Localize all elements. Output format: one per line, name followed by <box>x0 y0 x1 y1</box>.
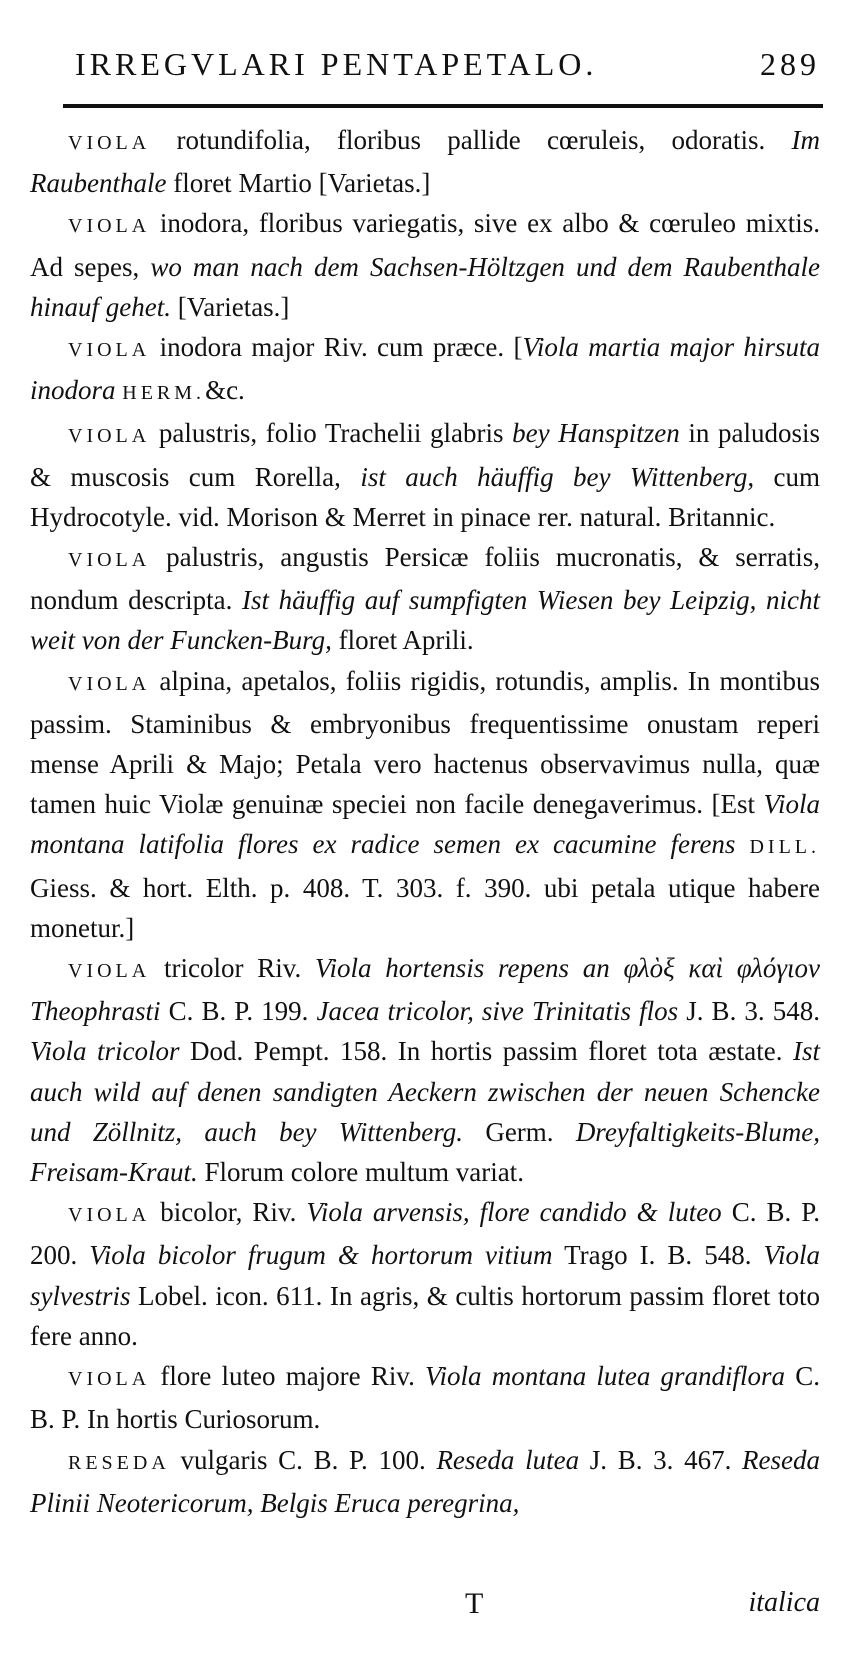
entry-text: J. B. 3. 548. <box>678 996 820 1027</box>
genus-name: VIOLA <box>68 960 151 983</box>
genus-name: VIOLA <box>68 215 151 238</box>
species-entry <box>30 1192 820 1356</box>
italic-text: Ist häuffig auf sumpfigten Wiesen bey Leipzig, nicht weit von der Funcken-Burg, <box>30 585 820 656</box>
genus-name: VIOLA <box>68 672 151 695</box>
entry-text: vulgaris C. B. P. 100. <box>169 1444 437 1475</box>
entry-text: Germ. <box>463 1116 576 1147</box>
italic-text: Reseda lutea <box>436 1444 580 1475</box>
italic-text: Viola arvensis, flore candido & luteo <box>306 1197 722 1228</box>
genus-name: VIOLA <box>68 1368 151 1391</box>
entry-text: palustris, angustis Persicæ foliis mucronatis, & serratis, nondum descripta. <box>30 542 820 616</box>
italic-text: Dreyfaltigkeits-Blume, Freisam-Kraut. <box>30 1116 820 1188</box>
catchword: italica <box>748 1587 820 1618</box>
running-head-title: IRREGVLARI PENTAPETALO. <box>75 46 598 82</box>
entry-text: tricolor Riv. <box>150 953 315 984</box>
entry-text: floret Martio [Varietas.] <box>166 168 431 199</box>
entry-text: Trago I. B. 548. <box>552 1240 764 1271</box>
italic-text: Viola bicolor frugum & hortorum vitium <box>89 1240 553 1271</box>
italic-text: wo man nach dem Sachsen-Höltzgen und dem Raubenthale hinauf gehet. <box>30 251 820 322</box>
species-entry <box>30 948 820 1192</box>
italic-text: Viola tricolor <box>30 1036 180 1067</box>
entry-text: C. B. P. 199. <box>160 996 317 1027</box>
species-entry <box>30 1440 820 1523</box>
author-abbrev: DILL. <box>749 836 821 859</box>
page-footer <box>75 1587 820 1632</box>
italic-text: Reseda Plinii Neotericorum, Belgis Eruca peregrina, <box>30 1444 820 1518</box>
entry-text: Dod. Pempt. 158. In hortis passim floret tota æstate. <box>179 1036 793 1067</box>
italic-text: Viola montana latifolia flores ex radice semen ex cacumine ferens <box>30 789 820 860</box>
entry-text: palustris, folio Trachelii glabris <box>150 418 513 449</box>
entry-text: alpina, apetalos, foliis rigidis, rotundis, amplis. In montibus passim. Staminibus & embryonibus frequentissime onustam reperi mense Aprili & Majo; Petala vero hactenus observavimus nulla, quæ tamen huic Violæ genuinæ speciei non facile denegaverimus. [Est <box>30 665 820 820</box>
entry-text: floret Aprili. <box>331 625 474 656</box>
entry-text: C. B. P. In hortis Curiosorum. <box>30 1361 820 1435</box>
genus-name: VIOLA <box>68 549 151 572</box>
italic-text: ist auch häuffig bey Wittenberg, <box>360 461 755 492</box>
entry-text: C. B. P. 200. <box>30 1197 821 1271</box>
entry-text: flore luteo majore Riv. <box>150 1361 426 1392</box>
author-abbrev: HERM. <box>122 382 206 405</box>
entry-text: Florum colore multum variat. <box>197 1157 524 1188</box>
entry-text: Giess. & hort. Elth. p. 408. T. 303. f. 390. ubi petala utique habere monetur.] <box>30 872 820 943</box>
italic-text: bey Hanspitzen <box>512 418 680 449</box>
header-rule <box>63 104 823 108</box>
entry-text: Lobel. icon. 611. In agris, & cultis hortorum passim floret toto fere anno. <box>30 1280 820 1351</box>
genus-name: VIOLA <box>68 132 151 154</box>
species-entry <box>30 661 820 948</box>
italic-text: Viola sylvestris <box>30 1240 821 1311</box>
italic-text: Viola hortensis repens an φλὸξ καὶ φλόγιον Theophrasti <box>30 953 820 1027</box>
running-head <box>75 46 820 96</box>
genus-name: RESEDA <box>68 1451 170 1474</box>
species-entry <box>30 1356 820 1439</box>
entry-text: rotundifolia, floribus pallide cœruleis, odoratis. <box>150 125 792 155</box>
italic-text: Viola martia major hirsuta inodora <box>30 332 820 406</box>
italic-text: Viola montana lutea grandiflora <box>425 1361 786 1392</box>
entry-text: [Varietas.] <box>170 291 290 322</box>
species-entry <box>30 537 820 661</box>
entry-text: inodora major Riv. cum præce. [ <box>150 332 523 363</box>
italic-text: Jacea tricolor, sive Trinitatis flos <box>316 996 679 1027</box>
page-number: 289 <box>760 46 820 82</box>
species-entries <box>30 120 820 1523</box>
species-entry <box>30 413 820 537</box>
entry-text: bicolor, Riv. <box>150 1197 307 1228</box>
genus-name: VIOLA <box>68 1204 151 1227</box>
genus-name: VIOLA <box>68 339 151 362</box>
italic-text: Im Raubenthale <box>30 125 820 199</box>
entry-text: inodora, floribus variegatis, sive ex albo & cœruleo mixtis. Ad sepes, <box>30 208 820 282</box>
species-entry <box>30 120 820 203</box>
entry-text: in paludosis & muscosis cum Rorella, <box>30 418 820 492</box>
italic-text: Ist auch wild auf denen sandigten Aeckern zwischen der neuen Schencke und Zöllnitz, auch bey Wittenberg. <box>30 1036 820 1147</box>
entry-text: &c. <box>205 375 245 406</box>
entry-text: cum Hydrocotyle. vid. Morison & Merret in pinace rer. natural. Britannic. <box>30 461 820 532</box>
species-entry <box>30 327 820 413</box>
entry-text: J. B. 3. 467. <box>579 1444 743 1475</box>
signature-mark: T <box>465 1587 484 1620</box>
species-entry <box>30 203 820 327</box>
genus-name: VIOLA <box>68 425 151 448</box>
entry-text <box>735 829 749 859</box>
